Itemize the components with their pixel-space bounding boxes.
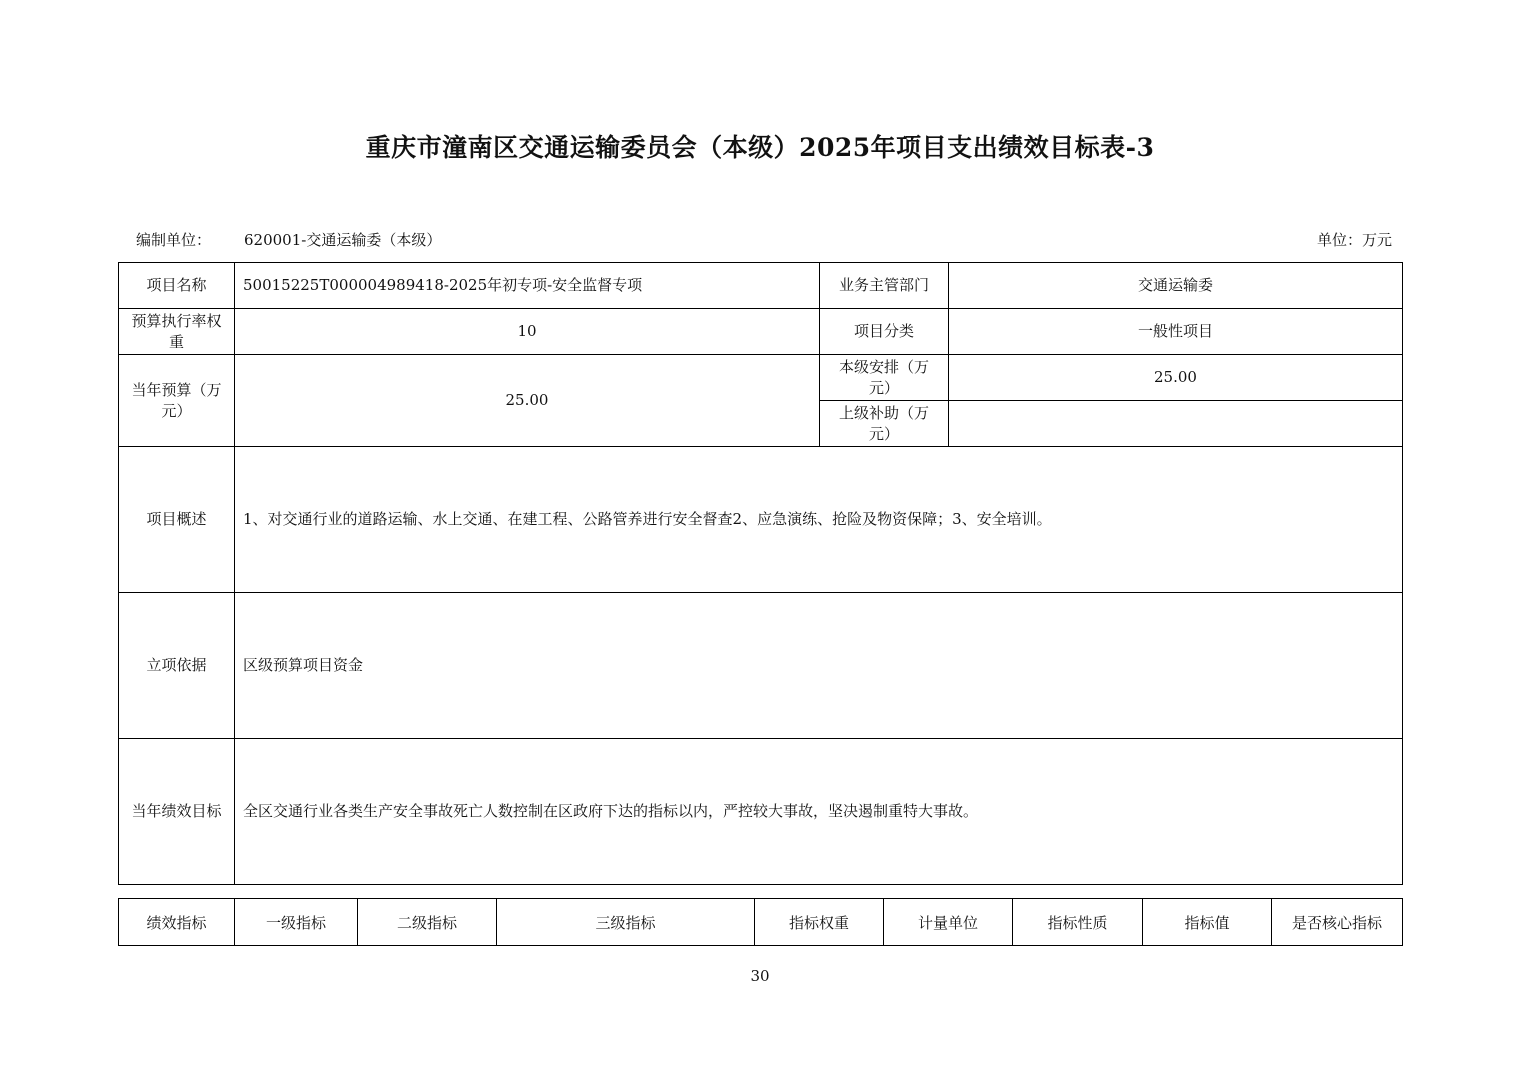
performance-table: [118, 262, 1403, 885]
budget-label: 当年预算（万元）: [119, 355, 235, 447]
org-label: 编制单位：: [136, 231, 212, 249]
indicator-header-table: [118, 898, 1403, 946]
local-value: 25.00: [949, 355, 1403, 401]
overview-value: 1、对交通行业的道路运输、水上交通、在建工程、公路管养进行安全督查2、应急演练、抢险及物资保障；3、安全培训。: [235, 447, 1403, 593]
meta-row: [136, 229, 1392, 249]
indicator-header-cell: 指标值: [1143, 899, 1272, 946]
weight-value: 10: [235, 309, 820, 355]
indicator-header-cell: 二级指标: [358, 899, 497, 946]
dept-label: 业务主管部门: [820, 263, 949, 309]
weight-label: 预算执行率权重: [119, 309, 235, 355]
category-value: 一般性项目: [949, 309, 1403, 355]
unit-label: 单位：万元: [1316, 231, 1392, 249]
indicator-header-cell: 一级指标: [235, 899, 358, 946]
overview-label: 项目概述: [119, 447, 235, 593]
indicator-header-cell: 指标权重: [755, 899, 884, 946]
basis-label: 立项依据: [119, 593, 235, 739]
local-label: 本级安排（万元）: [820, 355, 949, 401]
budget-value: 25.00: [235, 355, 820, 447]
page-number: 30: [750, 967, 770, 985]
indicator-header-cell: 是否核心指标: [1272, 899, 1403, 946]
category-label: 项目分类: [820, 309, 949, 355]
dept-value: 交通运输委: [949, 263, 1403, 309]
org-value: 620001-交通运输委（本级）: [244, 231, 442, 249]
indicator-header-cell: 指标性质: [1013, 899, 1143, 946]
subsidy-value: [949, 401, 1403, 447]
page-title: 重庆市潼南区交通运输委员会（本级）2025年项目支出绩效目标表-3: [365, 133, 1155, 162]
basis-value: 区级预算项目资金: [235, 593, 1403, 739]
project-name-value: 50015225T000004989418-2025年初专项-安全监督专项: [235, 263, 820, 309]
subsidy-label: 上级补助（万元）: [820, 401, 949, 447]
project-name-label: 项目名称: [119, 263, 235, 309]
goal-label: 当年绩效目标: [119, 739, 235, 885]
goal-value: 全区交通行业各类生产安全事故死亡人数控制在区政府下达的指标以内，严控较大事故，坚决遏制重特大事故。: [235, 739, 1403, 885]
indicator-header-cell: 三级指标: [497, 899, 755, 946]
indicator-header-cell: 计量单位: [884, 899, 1013, 946]
indicator-header-cell: 绩效指标: [119, 899, 235, 946]
